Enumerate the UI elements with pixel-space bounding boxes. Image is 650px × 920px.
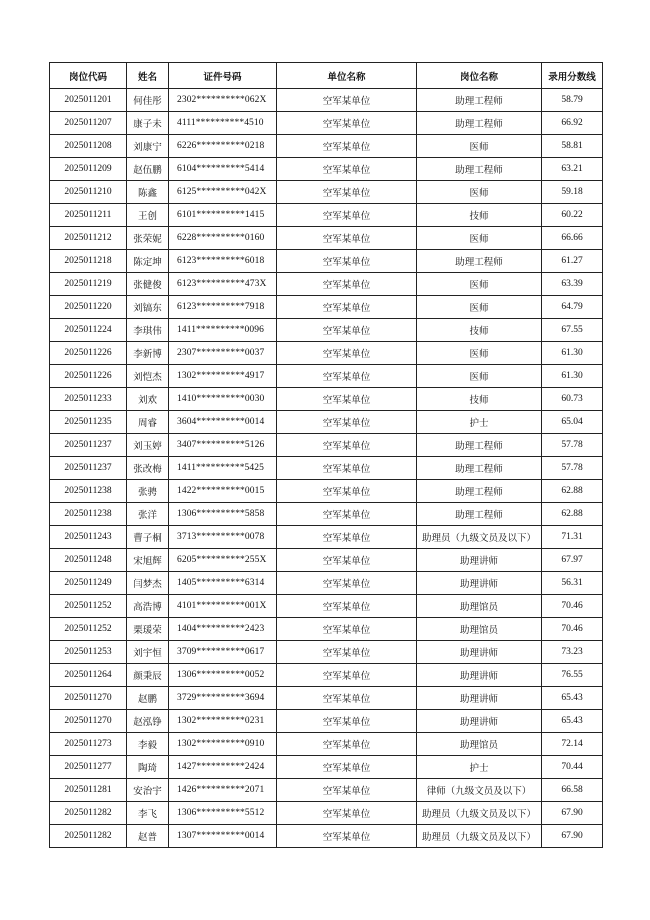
table-row	[50, 296, 603, 319]
table-row	[50, 342, 603, 365]
id-number-cell: 1302**********0910	[169, 733, 277, 756]
position-name-cell: 助理工程师	[417, 457, 542, 480]
score-cell: 61.30	[542, 365, 603, 388]
unit-name-cell: 空军某单位	[277, 411, 417, 434]
id-number-cell: 6101**********1415	[169, 204, 277, 227]
table-row	[50, 664, 603, 687]
position-name-cell: 助理员（九级文员及以下）	[417, 802, 542, 825]
id-number-cell: 1422**********0015	[169, 480, 277, 503]
score-cell: 76.55	[542, 664, 603, 687]
position-code-cell: 2025011270	[50, 710, 127, 733]
table-row	[50, 457, 603, 480]
table-header	[50, 63, 603, 89]
id-number-cell: 1404**********2423	[169, 618, 277, 641]
score-cell: 61.27	[542, 250, 603, 273]
table-row	[50, 687, 603, 710]
table-row	[50, 802, 603, 825]
position-code-cell: 2025011252	[50, 618, 127, 641]
id-number-cell: 6226**********0218	[169, 135, 277, 158]
id-number-cell: 2307**********0037	[169, 342, 277, 365]
name-cell: 张荣妮	[127, 227, 169, 250]
unit-name-cell: 空军某单位	[277, 595, 417, 618]
name-cell: 王创	[127, 204, 169, 227]
unit-name-cell: 空军某单位	[277, 641, 417, 664]
id-number-cell: 1302**********4917	[169, 365, 277, 388]
score-cell: 63.39	[542, 273, 603, 296]
position-name-cell: 护士	[417, 756, 542, 779]
score-cell: 65.43	[542, 710, 603, 733]
score-cell: 63.21	[542, 158, 603, 181]
unit-name-cell: 空军某单位	[277, 342, 417, 365]
header-id-number: 证件号码	[169, 63, 277, 89]
id-number-cell: 1410**********0030	[169, 388, 277, 411]
name-cell: 颜秉辰	[127, 664, 169, 687]
unit-name-cell: 空军某单位	[277, 112, 417, 135]
id-number-cell: 3729**********3694	[169, 687, 277, 710]
unit-name-cell: 空军某单位	[277, 480, 417, 503]
name-cell: 宋旭辉	[127, 549, 169, 572]
score-cell: 70.46	[542, 618, 603, 641]
id-number-cell: 3709**********0617	[169, 641, 277, 664]
id-number-cell: 1306**********5512	[169, 802, 277, 825]
position-code-cell: 2025011208	[50, 135, 127, 158]
name-cell: 张改梅	[127, 457, 169, 480]
unit-name-cell: 空军某单位	[277, 526, 417, 549]
name-cell: 康子未	[127, 112, 169, 135]
position-name-cell: 医师	[417, 342, 542, 365]
unit-name-cell: 空军某单位	[277, 89, 417, 112]
position-code-cell: 2025011281	[50, 779, 127, 802]
table-row	[50, 480, 603, 503]
position-name-cell: 助理员（九级文员及以下）	[417, 526, 542, 549]
position-code-cell: 2025011273	[50, 733, 127, 756]
admission-score-table	[49, 62, 603, 848]
table-row	[50, 319, 603, 342]
id-number-cell: 1306**********0052	[169, 664, 277, 687]
position-name-cell: 助理工程师	[417, 480, 542, 503]
unit-name-cell: 空军某单位	[277, 319, 417, 342]
name-cell: 曹子桐	[127, 526, 169, 549]
header-row	[50, 63, 603, 89]
id-number-cell: 1411**********0096	[169, 319, 277, 342]
table-row	[50, 733, 603, 756]
position-code-cell: 2025011237	[50, 434, 127, 457]
name-cell: 赵普	[127, 825, 169, 848]
name-cell: 李琪伟	[127, 319, 169, 342]
score-cell: 56.31	[542, 572, 603, 595]
score-cell: 67.55	[542, 319, 603, 342]
id-number-cell: 6205**********255X	[169, 549, 277, 572]
score-cell: 59.18	[542, 181, 603, 204]
name-cell: 安治宇	[127, 779, 169, 802]
score-cell: 72.14	[542, 733, 603, 756]
position-name-cell: 助理讲师	[417, 664, 542, 687]
score-cell: 58.79	[542, 89, 603, 112]
name-cell: 刘欢	[127, 388, 169, 411]
position-code-cell: 2025011264	[50, 664, 127, 687]
unit-name-cell: 空军某单位	[277, 779, 417, 802]
name-cell: 周睿	[127, 411, 169, 434]
unit-name-cell: 空军某单位	[277, 250, 417, 273]
position-code-cell: 2025011238	[50, 480, 127, 503]
position-name-cell: 助理馆员	[417, 733, 542, 756]
name-cell: 陈鑫	[127, 181, 169, 204]
id-number-cell: 1302**********0231	[169, 710, 277, 733]
name-cell: 赵伍鹏	[127, 158, 169, 181]
position-name-cell: 助理馆员	[417, 618, 542, 641]
unit-name-cell: 空军某单位	[277, 503, 417, 526]
unit-name-cell: 空军某单位	[277, 296, 417, 319]
score-cell: 67.90	[542, 825, 603, 848]
name-cell: 闫梦杰	[127, 572, 169, 595]
position-code-cell: 2025011219	[50, 273, 127, 296]
table-row	[50, 756, 603, 779]
name-cell: 张健俊	[127, 273, 169, 296]
position-code-cell: 2025011218	[50, 250, 127, 273]
position-name-cell: 律师（九级文员及以下）	[417, 779, 542, 802]
position-name-cell: 技师	[417, 388, 542, 411]
document-page	[49, 62, 602, 848]
position-code-cell: 2025011211	[50, 204, 127, 227]
position-code-cell: 2025011209	[50, 158, 127, 181]
position-name-cell: 助理讲师	[417, 687, 542, 710]
id-number-cell: 1411**********5425	[169, 457, 277, 480]
position-name-cell: 医师	[417, 365, 542, 388]
score-cell: 60.73	[542, 388, 603, 411]
table-row	[50, 388, 603, 411]
position-code-cell: 2025011212	[50, 227, 127, 250]
position-code-cell: 2025011243	[50, 526, 127, 549]
score-cell: 66.58	[542, 779, 603, 802]
position-name-cell: 医师	[417, 273, 542, 296]
header-unit-name: 单位名称	[277, 63, 417, 89]
table-row	[50, 825, 603, 848]
unit-name-cell: 空军某单位	[277, 664, 417, 687]
position-code-cell: 2025011282	[50, 802, 127, 825]
unit-name-cell: 空军某单位	[277, 572, 417, 595]
score-cell: 67.97	[542, 549, 603, 572]
table-row	[50, 181, 603, 204]
position-code-cell: 2025011237	[50, 457, 127, 480]
unit-name-cell: 空军某单位	[277, 135, 417, 158]
name-cell: 赵鹏	[127, 687, 169, 710]
name-cell: 陈定坤	[127, 250, 169, 273]
position-name-cell: 医师	[417, 181, 542, 204]
name-cell: 何佳彤	[127, 89, 169, 112]
position-code-cell: 2025011277	[50, 756, 127, 779]
position-code-cell: 2025011226	[50, 342, 127, 365]
table-row	[50, 503, 603, 526]
position-name-cell: 助理工程师	[417, 158, 542, 181]
score-cell: 66.66	[542, 227, 603, 250]
table-row	[50, 526, 603, 549]
score-cell: 57.78	[542, 434, 603, 457]
table-row	[50, 365, 603, 388]
position-name-cell: 医师	[417, 135, 542, 158]
name-cell: 张骋	[127, 480, 169, 503]
table-row	[50, 710, 603, 733]
unit-name-cell: 空军某单位	[277, 733, 417, 756]
table-row	[50, 411, 603, 434]
score-cell: 62.88	[542, 503, 603, 526]
id-number-cell: 6123**********6018	[169, 250, 277, 273]
score-cell: 70.44	[542, 756, 603, 779]
score-cell: 70.46	[542, 595, 603, 618]
name-cell: 张洋	[127, 503, 169, 526]
header-position-name: 岗位名称	[417, 63, 542, 89]
unit-name-cell: 空军某单位	[277, 158, 417, 181]
unit-name-cell: 空军某单位	[277, 204, 417, 227]
table-row	[50, 227, 603, 250]
position-name-cell: 护士	[417, 411, 542, 434]
score-cell: 65.43	[542, 687, 603, 710]
position-code-cell: 2025011210	[50, 181, 127, 204]
position-code-cell: 2025011249	[50, 572, 127, 595]
unit-name-cell: 空军某单位	[277, 434, 417, 457]
position-name-cell: 助理工程师	[417, 112, 542, 135]
position-name-cell: 助理工程师	[417, 434, 542, 457]
table-row	[50, 204, 603, 227]
id-number-cell: 3407**********5126	[169, 434, 277, 457]
position-code-cell: 2025011201	[50, 89, 127, 112]
score-cell: 62.88	[542, 480, 603, 503]
position-name-cell: 助理讲师	[417, 549, 542, 572]
unit-name-cell: 空军某单位	[277, 802, 417, 825]
score-cell: 60.22	[542, 204, 603, 227]
table-row	[50, 618, 603, 641]
position-name-cell: 助理讲师	[417, 641, 542, 664]
position-code-cell: 2025011233	[50, 388, 127, 411]
unit-name-cell: 空军某单位	[277, 457, 417, 480]
name-cell: 高浩博	[127, 595, 169, 618]
name-cell: 赵泓铮	[127, 710, 169, 733]
name-cell: 栗瑗荣	[127, 618, 169, 641]
table-row	[50, 641, 603, 664]
unit-name-cell: 空军某单位	[277, 365, 417, 388]
header-position-code: 岗位代码	[50, 63, 127, 89]
table-row	[50, 434, 603, 457]
unit-name-cell: 空军某单位	[277, 687, 417, 710]
position-name-cell: 助理馆员	[417, 595, 542, 618]
name-cell: 陶琦	[127, 756, 169, 779]
header-score-line: 录用分数线	[542, 63, 603, 89]
id-number-cell: 6104**********5414	[169, 158, 277, 181]
id-number-cell: 1427**********2424	[169, 756, 277, 779]
position-code-cell: 2025011226	[50, 365, 127, 388]
table-row	[50, 250, 603, 273]
score-cell: 66.92	[542, 112, 603, 135]
position-code-cell: 2025011238	[50, 503, 127, 526]
unit-name-cell: 空军某单位	[277, 756, 417, 779]
table-row	[50, 135, 603, 158]
position-code-cell: 2025011253	[50, 641, 127, 664]
id-number-cell: 1405**********6314	[169, 572, 277, 595]
unit-name-cell: 空军某单位	[277, 388, 417, 411]
name-cell: 刘玉婷	[127, 434, 169, 457]
table-row	[50, 89, 603, 112]
name-cell: 李飞	[127, 802, 169, 825]
score-cell: 67.90	[542, 802, 603, 825]
position-code-cell: 2025011224	[50, 319, 127, 342]
position-code-cell: 2025011220	[50, 296, 127, 319]
name-cell: 刘康宁	[127, 135, 169, 158]
position-name-cell: 技师	[417, 204, 542, 227]
table-row	[50, 572, 603, 595]
table-row	[50, 158, 603, 181]
name-cell: 刘镐东	[127, 296, 169, 319]
id-number-cell: 2302**********062X	[169, 89, 277, 112]
id-number-cell: 1426**********2071	[169, 779, 277, 802]
name-cell: 李新博	[127, 342, 169, 365]
id-number-cell: 4101**********001X	[169, 595, 277, 618]
unit-name-cell: 空军某单位	[277, 227, 417, 250]
unit-name-cell: 空军某单位	[277, 181, 417, 204]
table-row	[50, 549, 603, 572]
position-code-cell: 2025011270	[50, 687, 127, 710]
id-number-cell: 6123**********7918	[169, 296, 277, 319]
position-name-cell: 助理工程师	[417, 503, 542, 526]
position-name-cell: 助理工程师	[417, 250, 542, 273]
position-name-cell: 助理讲师	[417, 572, 542, 595]
table-row	[50, 273, 603, 296]
position-name-cell: 助理员（九级文员及以下）	[417, 825, 542, 848]
position-code-cell: 2025011248	[50, 549, 127, 572]
score-cell: 71.31	[542, 526, 603, 549]
table-body	[50, 89, 603, 848]
position-name-cell: 技师	[417, 319, 542, 342]
name-cell: 刘宇恒	[127, 641, 169, 664]
table-row	[50, 112, 603, 135]
score-cell: 64.79	[542, 296, 603, 319]
id-number-cell: 6125**********042X	[169, 181, 277, 204]
id-number-cell: 6123**********473X	[169, 273, 277, 296]
unit-name-cell: 空军某单位	[277, 710, 417, 733]
unit-name-cell: 空军某单位	[277, 825, 417, 848]
name-cell: 刘恺杰	[127, 365, 169, 388]
id-number-cell: 6228**********0160	[169, 227, 277, 250]
table-row	[50, 779, 603, 802]
table-row	[50, 595, 603, 618]
position-name-cell: 助理讲师	[417, 710, 542, 733]
id-number-cell: 3604**********0014	[169, 411, 277, 434]
id-number-cell: 1306**********5858	[169, 503, 277, 526]
position-name-cell: 医师	[417, 227, 542, 250]
id-number-cell: 1307**********0014	[169, 825, 277, 848]
id-number-cell: 3713**********0078	[169, 526, 277, 549]
score-cell: 73.23	[542, 641, 603, 664]
position-code-cell: 2025011207	[50, 112, 127, 135]
unit-name-cell: 空军某单位	[277, 618, 417, 641]
score-cell: 65.04	[542, 411, 603, 434]
position-code-cell: 2025011282	[50, 825, 127, 848]
position-name-cell: 医师	[417, 296, 542, 319]
score-cell: 61.30	[542, 342, 603, 365]
unit-name-cell: 空军某单位	[277, 273, 417, 296]
name-cell: 李毅	[127, 733, 169, 756]
score-cell: 57.78	[542, 457, 603, 480]
header-name: 姓名	[127, 63, 169, 89]
position-name-cell: 助理工程师	[417, 89, 542, 112]
id-number-cell: 4111**********4510	[169, 112, 277, 135]
score-cell: 58.81	[542, 135, 603, 158]
position-code-cell: 2025011252	[50, 595, 127, 618]
position-code-cell: 2025011235	[50, 411, 127, 434]
unit-name-cell: 空军某单位	[277, 549, 417, 572]
